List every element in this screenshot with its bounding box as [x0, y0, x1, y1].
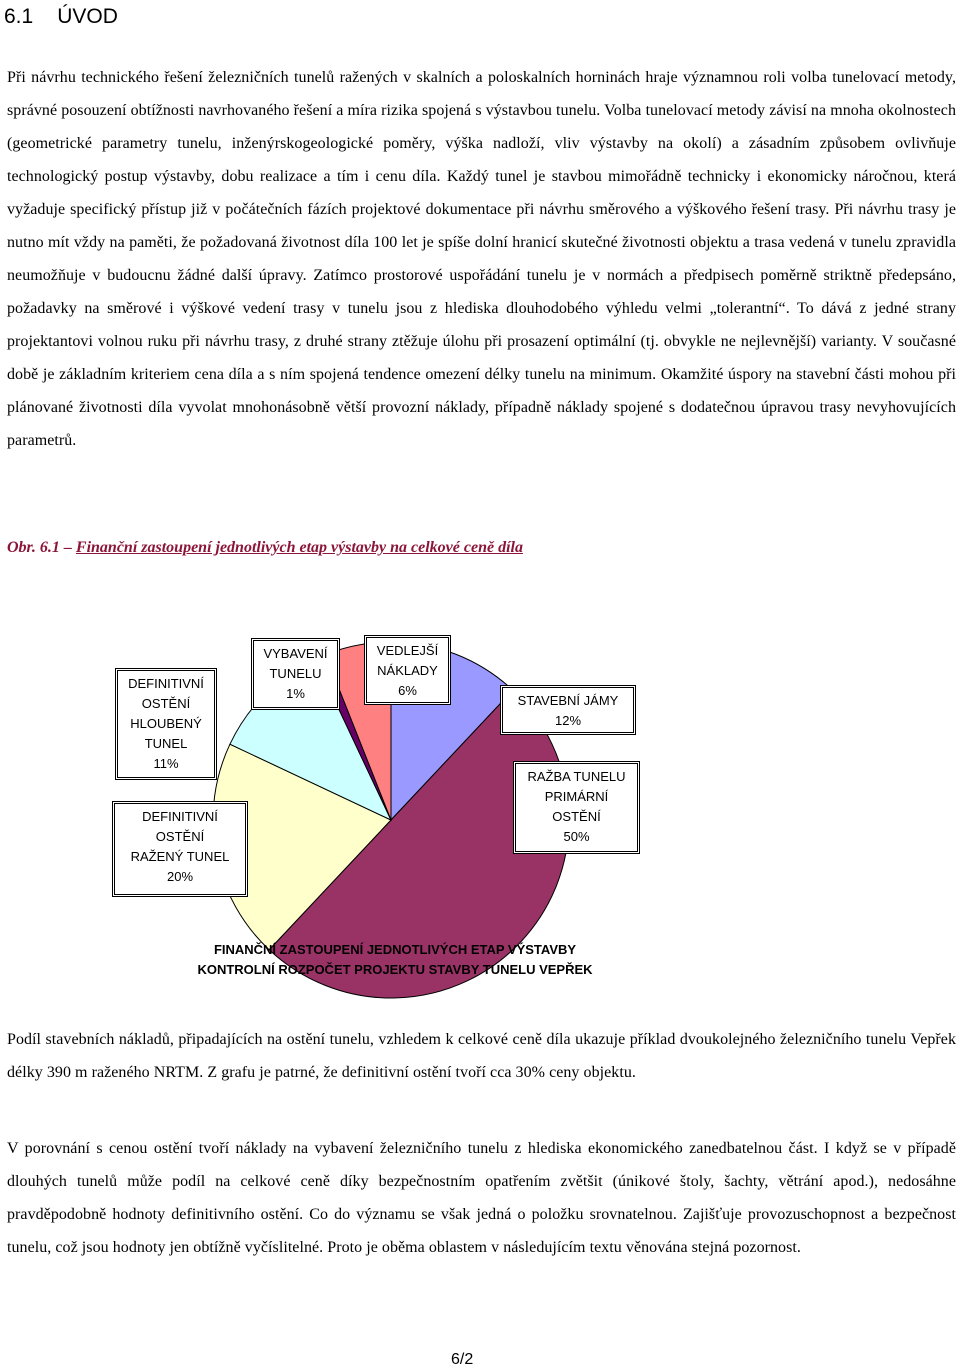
label-jamy-line: STAVEBNÍ JÁMY — [517, 693, 619, 708]
label-razeny-line: DEFINITIVNÍ — [142, 809, 218, 824]
label-vybaveni-line: TUNELU — [269, 666, 322, 681]
figure-number: Obr. 6.1 – — [7, 539, 76, 556]
label-razba-line: RAŽBA TUNELU — [527, 769, 626, 784]
section-number: 6.1 — [4, 5, 34, 28]
label-razeny-line: OSTĚNÍ — [155, 829, 205, 844]
equipment-cost-paragraph: V porovnání s cenou ostění tvoří náklady na vybavení železničního tunelu z hlediska ekonomického zanedbatelnou část. I když se v případě dlouhých tunelů může podíl na celkové ceně díky bezpečnostním opatřením zvětšit (únikové štoly, šachty, větrání apod.), nedosáhne pravděpodobně hodnoty definitivního ostění. Co do významu se však jedná o položku srovnatelnou. Zajišťuje provozuschopnost a bezpečnost tunelu, což jsou hodnoty jen obtížně vyčíslitelné. Proto je oběma oblastem v následujícím textu věnována stejná pozornost. — [7, 1140, 956, 1256]
label-hloubeny-line: TUNEL — [144, 736, 188, 751]
label-hloubeny — [115, 668, 217, 780]
label-razeny — [112, 801, 248, 897]
label-jamy — [500, 685, 636, 735]
chart-title — [90, 940, 700, 980]
label-vedlejsi-line: NÁKLADY — [377, 663, 438, 678]
label-vedlejsi — [364, 635, 451, 705]
label-hloubeny-line: OSTĚNÍ — [141, 696, 191, 711]
label-razba — [513, 761, 640, 854]
intro-paragraph: Při návrhu technického řešení železničních tunelů ražených v skalních a poloskalních horninách hraje významnou roli volba tunelovací metody, správné posouzení obtížnosti navrhovaného řešení a míra rizika spojená s výstavbou tunelu. Volba tunelovací metody závisí na mnoha okolnostech (geometrické parametry tunelu, inženýrskogeologické poměry, výška nadloží, vliv výstavby na okolí) a zásadním způsobem ovlivňuje technologický postup výstavby, dobu realizace a tím i cenu díla. Každý tunel je stavbou mimořádně technicky i ekonomicky náročnou, která vyžaduje specifický přístup již v počátečních fázích projektové dokumentace při návrhu směrového a výškového řešení trasy. Při návrhu trasy je nutno mít vždy na paměti, že požadovaná životnost díla 100 let je spíše dolní hranicí skutečné životnosti objektu a trasa vedená v tunelu zpravidla neumožňuje v budoucnu žádné další úpravy. Zatímco prostorové uspořádání tunelu je v normách a předpisech poměrně striktně předepsáno, požadavky na směrové i výškové vedení trasy v tunelu jsou z hlediska dlouhodobého výhledu velmi „tolerantní“. To dává z jedné strany projektantovi volnou ruku při návrhu trasy, z druhé strany ztěžuje úlohu při prosazení optimální (tj. obvykle ne nejlevnější) varianty. V současné době je základním kriteriem cena díla a s ním spojená tendence omezení délky tunelu na minimum. Okamžité úspory na stavební části mohou při plánované životnosti díla vyvolat mnohonásobně větší provozní náklady, případně náklady spojené s dodatečnou úpravou trasy nevyhovujících parametrů. — [7, 69, 956, 449]
section-title: ÚVOD — [57, 5, 118, 28]
label-razeny-value: 20% — [166, 869, 194, 884]
page-number: 6/2 — [451, 1351, 474, 1368]
label-vybaveni-value: 1% — [286, 686, 305, 701]
label-hloubeny-value: 11% — [153, 756, 179, 771]
label-vedlejsi-line: VEDLEJŠÍ — [376, 643, 439, 658]
lining-cost-paragraph: Podíl stavebních nákladů, připadajících na ostění tunelu, vzhledem k celkové ceně díla ukazuje příklad dvoukolejného železničního tunelu Vepřek délky 390 m raženého NRTM. Z grafu je patrné, že definitivní ostění tvoří cca 30% ceny objektu. — [7, 1031, 956, 1081]
label-vybaveni — [251, 638, 340, 710]
figure-title: Finanční zastoupení jednotlivých etap výstavby na celkové ceně díla — [75, 539, 523, 556]
label-vybaveni-line: VYBAVENÍ — [263, 646, 328, 661]
label-razba-line: PRIMÁRNÍ — [544, 789, 609, 804]
chart-subtitle-line: KONTROLNÍ ROZPOČET PROJEKTU STAVBY TUNELU VEPŘEK — [197, 962, 593, 977]
label-razba-value: 50% — [563, 829, 590, 844]
label-razeny-line: RAŽENÝ TUNEL — [130, 849, 230, 864]
label-hloubeny-line: HLOUBENÝ — [130, 716, 202, 731]
label-vedlejsi-value: 6% — [398, 683, 417, 698]
label-hloubeny-line: DEFINITIVNÍ — [128, 676, 204, 691]
label-razba-line: OSTĚNÍ — [552, 809, 601, 824]
chart-title-line: FINANČNÍ ZASTOUPENÍ JEDNOTLIVÝCH ETAP VÝSTAVBY — [213, 942, 577, 957]
label-jamy-value: 12% — [554, 713, 582, 728]
